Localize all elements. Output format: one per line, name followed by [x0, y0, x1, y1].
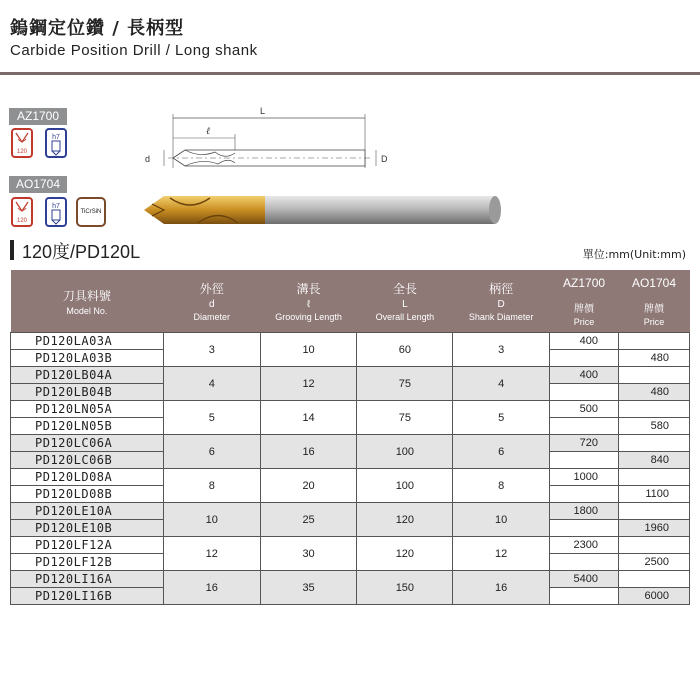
- model-cell: PD120LE10A: [11, 503, 164, 520]
- table-row: [11, 401, 690, 418]
- overall-length-cell: 120: [357, 503, 453, 537]
- ao-price-empty-cell: [619, 401, 690, 418]
- groove-length-cell: 25: [260, 503, 357, 537]
- overall-length-cell: 100: [357, 435, 453, 469]
- drill-product-image: [140, 190, 505, 230]
- col-header-diameter: 外徑 d Diameter: [163, 270, 260, 333]
- overall-length-cell: 100: [357, 469, 453, 503]
- table-row: [11, 537, 690, 554]
- ao-price-empty-cell: [619, 537, 690, 554]
- az-price-cell: 400: [550, 333, 619, 350]
- az-price-empty-cell: [550, 520, 619, 537]
- model-cell: PD120LI16B: [11, 588, 164, 605]
- overall-length-cell: 150: [357, 571, 453, 605]
- table-header-row: [11, 270, 690, 333]
- table-row: [11, 333, 690, 350]
- tolerance-label: h7: [52, 134, 60, 141]
- model-cell: PD120LI16A: [11, 571, 164, 588]
- az-price-empty-cell: [550, 452, 619, 469]
- groove-length-cell: 16: [260, 435, 357, 469]
- az-price-cell: 2300: [550, 537, 619, 554]
- length-L-label: L: [260, 106, 266, 116]
- ao-price-cell: 840: [619, 452, 690, 469]
- ao-code-badge: AO1704: [9, 176, 67, 193]
- model-cell: PD120LE10B: [11, 520, 164, 537]
- title-en: Carbide Position Drill / Long shank: [10, 42, 258, 59]
- shank-diameter-cell: 12: [453, 537, 550, 571]
- drill-dimension-drawing: [140, 100, 400, 190]
- diameter-cell: 4: [163, 367, 260, 401]
- az-price-empty-cell: [550, 588, 619, 605]
- diameter-cell: 5: [163, 401, 260, 435]
- ao-price-empty-cell: [619, 469, 690, 486]
- groove-l-label: ℓ: [206, 126, 211, 137]
- shank-diameter-cell: 8: [453, 469, 550, 503]
- az-price-empty-cell: [550, 486, 619, 503]
- model-cell: PD120LC06A: [11, 435, 164, 452]
- h7-tolerance-icon: [45, 128, 67, 158]
- shank-diameter-cell: 5: [453, 401, 550, 435]
- ao-price-cell: 6000: [619, 588, 690, 605]
- section-marker: [10, 240, 14, 260]
- shank-diameter-cell: 6: [453, 435, 550, 469]
- az-price-cell: 500: [550, 401, 619, 418]
- overall-length-cell: 60: [357, 333, 453, 367]
- ao-price-cell: 1100: [619, 486, 690, 503]
- table-row: [11, 571, 690, 588]
- col-header-shank: 柄徑 D Shank Diameter: [453, 270, 550, 333]
- az-price-cell: 1000: [550, 469, 619, 486]
- groove-length-cell: 35: [260, 571, 357, 605]
- table-row: [11, 435, 690, 452]
- groove-length-cell: 30: [260, 537, 357, 571]
- ao-price-cell: 580: [619, 418, 690, 435]
- col-header-overall: 全長 L Overall Length: [357, 270, 453, 333]
- model-cell: PD120LC06B: [11, 452, 164, 469]
- model-cell: PD120LB04B: [11, 384, 164, 401]
- groove-length-cell: 14: [260, 401, 357, 435]
- az-price-empty-cell: [550, 350, 619, 367]
- coating-icon: TiCrSiN: [76, 197, 106, 227]
- diameter-cell: 12: [163, 537, 260, 571]
- groove-length-cell: 12: [260, 367, 357, 401]
- az-price-empty-cell: [550, 554, 619, 571]
- ao-price-empty-cell: [619, 571, 690, 588]
- table-row: [11, 503, 690, 520]
- ao-price-empty-cell: [619, 333, 690, 350]
- ao-price-empty-cell: [619, 435, 690, 452]
- angle-label-ao: 120: [16, 218, 28, 224]
- ao-price-cell: 480: [619, 384, 690, 401]
- angle-120-icon-ao: [11, 197, 33, 227]
- model-cell: PD120LD08A: [11, 469, 164, 486]
- angle-label: 120: [16, 149, 28, 155]
- model-cell: PD120LF12A: [11, 537, 164, 554]
- angle-120-icon: [11, 128, 33, 158]
- groove-length-cell: 10: [260, 333, 357, 367]
- diameter-d-label: d: [145, 154, 151, 164]
- diameter-cell: 6: [163, 435, 260, 469]
- shank-D-label: D: [381, 154, 388, 164]
- shank-diameter-cell: 3: [453, 333, 550, 367]
- shank-diameter-cell: 4: [453, 367, 550, 401]
- ao-price-empty-cell: [619, 503, 690, 520]
- diameter-cell: 8: [163, 469, 260, 503]
- model-cell: PD120LN05B: [11, 418, 164, 435]
- model-cell: PD120LN05A: [11, 401, 164, 418]
- title-zh: 鎢鋼定位鑽 / 長柄型: [10, 18, 185, 39]
- groove-length-cell: 20: [260, 469, 357, 503]
- shank-diameter-cell: 16: [453, 571, 550, 605]
- model-cell: PD120LA03A: [11, 333, 164, 350]
- ao-price-cell: 480: [619, 350, 690, 367]
- ao-price-empty-cell: [619, 367, 690, 384]
- spec-table: [10, 270, 690, 605]
- tolerance-label-ao: h7: [52, 203, 60, 210]
- model-cell: PD120LD08B: [11, 486, 164, 503]
- ao-price-cell: 2500: [619, 554, 690, 571]
- unit-note: 單位:mm(Unit:mm): [582, 248, 686, 261]
- model-cell: PD120LA03B: [11, 350, 164, 367]
- col-header-model: 刀具料號 Model No.: [11, 270, 164, 333]
- az-price-cell: 720: [550, 435, 619, 452]
- model-cell: PD120LF12B: [11, 554, 164, 571]
- col-header-az-price: AZ1700 牌價 Price: [550, 270, 619, 333]
- diameter-cell: 10: [163, 503, 260, 537]
- az-price-cell: 1800: [550, 503, 619, 520]
- az-price-cell: 400: [550, 367, 619, 384]
- table-row: [11, 367, 690, 384]
- header-divider: [0, 72, 700, 75]
- section-title: 120度/PD120L: [22, 242, 141, 262]
- overall-length-cell: 120: [357, 537, 453, 571]
- overall-length-cell: 75: [357, 367, 453, 401]
- az-price-empty-cell: [550, 418, 619, 435]
- h7-tolerance-icon-ao: [45, 197, 67, 227]
- col-header-ao-price: AO1704 牌價 Price: [619, 270, 690, 333]
- table-row: [11, 469, 690, 486]
- ao-price-cell: 1960: [619, 520, 690, 537]
- overall-length-cell: 75: [357, 401, 453, 435]
- model-cell: PD120LB04A: [11, 367, 164, 384]
- az-price-cell: 5400: [550, 571, 619, 588]
- col-header-groove: 溝長 ℓ Grooving Length: [260, 270, 357, 333]
- az-code-badge: AZ1700: [9, 108, 67, 125]
- shank-diameter-cell: 10: [453, 503, 550, 537]
- diameter-cell: 3: [163, 333, 260, 367]
- az-price-empty-cell: [550, 384, 619, 401]
- diameter-cell: 16: [163, 571, 260, 605]
